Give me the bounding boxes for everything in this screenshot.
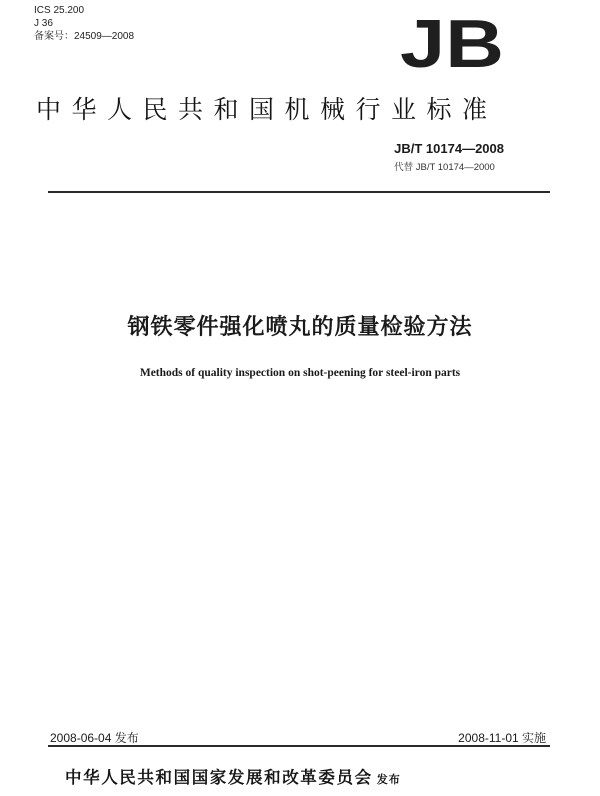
implement-date: 2008-11-01 实施	[458, 731, 546, 745]
record-number: 备案号：24509—2008	[34, 31, 135, 42]
title-english: Methods of quality inspection on shot-peening for steel-iron parts	[139, 367, 461, 379]
jb-logo	[398, 12, 508, 72]
ics-code: ICS 25.200	[34, 5, 85, 16]
issuing-authority-name: 中华人民共和国国家发展和改革委员会	[65, 768, 373, 787]
document-meta	[34, 4, 134, 43]
jb-logo-text: JB	[400, 12, 504, 72]
ccs-code: J 36	[34, 18, 53, 29]
standard-number-block	[394, 141, 504, 173]
title-chinese: 钢铁零件强化喷丸的质量检验方法	[127, 315, 473, 340]
footer-divider	[48, 745, 550, 747]
publish-date: 2008-06-04 发布	[50, 731, 139, 745]
issuing-authority	[65, 764, 401, 788]
replaced-standard: 代替 JB/T 10174—2000	[394, 162, 495, 173]
standard-number: JB/T 10174—2008	[394, 141, 504, 156]
issuing-authority-suffix: 发布	[376, 773, 401, 786]
header-divider	[48, 191, 550, 193]
issuer-header: 中华人民共和国机械行业标准	[36, 95, 498, 124]
